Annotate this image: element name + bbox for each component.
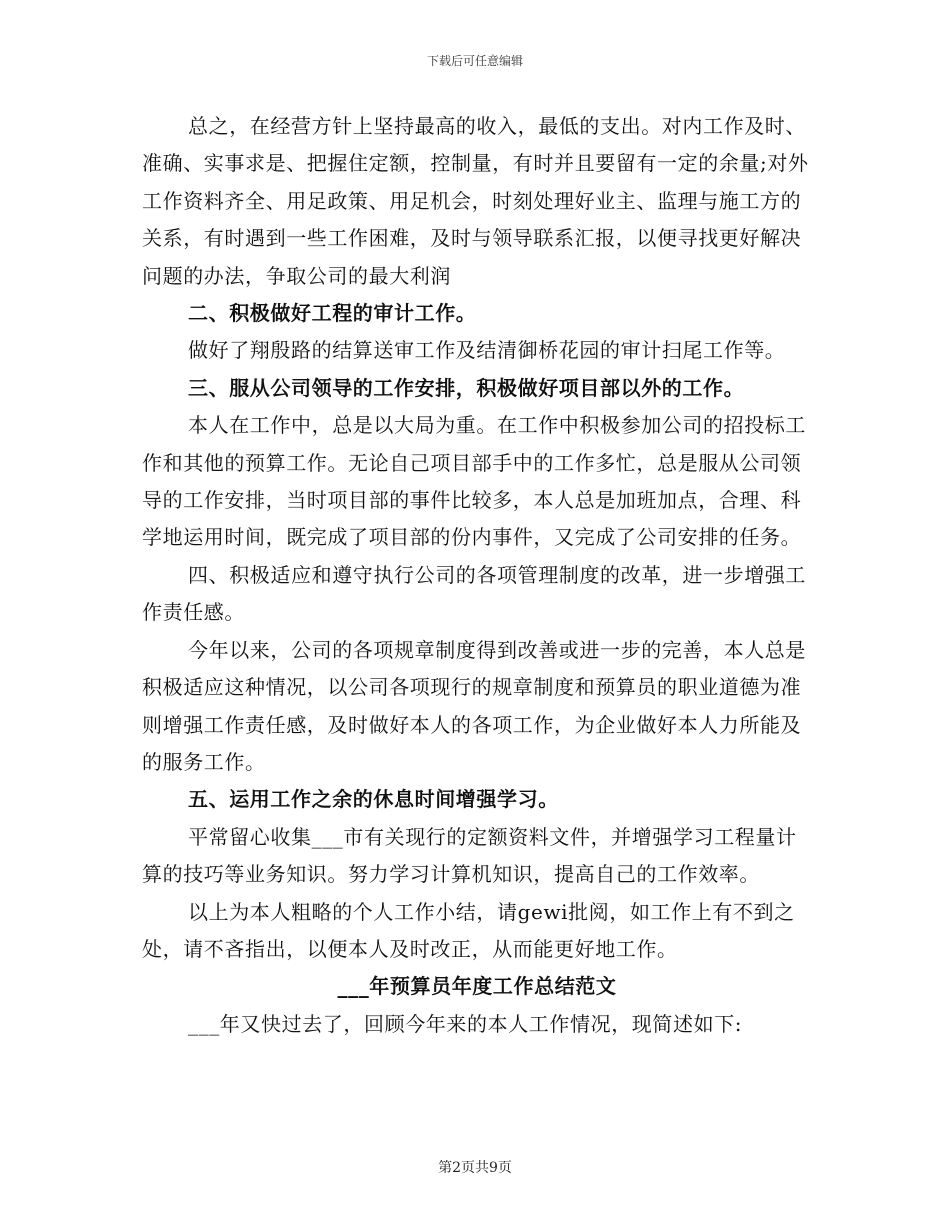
page-header: 下载后可任意编辑 — [426, 54, 523, 68]
paragraph-intro: ___年又快过去了，回顾今年来的本人工作情况，现简述如下: — [188, 1011, 743, 1036]
paragraph-summary: 总之，在经营方针上坚持最高的收入，最低的支出。对内工作及时、准确、实事求是、把握住定额，控制量，有时并且要留有一定的余量;对外工作资料齐全、用足政策、用足机会，时刻处理好业主、监理与施工方的关系，有时遇到一些工作困难，及时与领导联系汇报，以便寻找更好解决问题的办法，争取公司的最大利润 — [142, 114, 809, 288]
paragraph-leadership: 本人在工作中，总是以大局为重。在工作中积极参加公司的招投标工作和其他的预算工作。无论自己项目部手中的工作多忙，总是服从公司领导的工作安排，当时项目部的事件比较多，本人总是加班加点，合理、科学地运用时间，既完成了项目部的份内事件，又完成了公司安排的任务。 — [142, 413, 806, 550]
paragraph-study: 平常留心收集___市有关现行的定额资料文件，并增强学习工程量计算的技巧等业务知识。努力学习计算机知识，提高自己的工作效率。 — [142, 824, 797, 887]
paragraph-closing: 以上为本人粗略的个人工作小结，请gewi批阅，如工作上有不到之处，请不吝指出，以便本人及时改正，从而能更好地工作。 — [142, 899, 795, 961]
section-heading-5: 五、运用工作之余的休息时间增强学习。 — [188, 787, 559, 812]
paragraph-audit: 做好了翔殷路的结算送审工作及结清御桥花园的审计扫尾工作等。 — [188, 338, 786, 363]
paragraph-regulations: 今年以来，公司的各项规章制度得到改善或进一步的完善，本人总是积极适应这种情况，以公司各项现行的规章制度和预算员的职业道德为准则增强工作责任感，及时做好本人的各项工作，为企业做好本人力所能及的服务工作。 — [142, 637, 806, 774]
document-body — [142, 108, 812, 1043]
next-document-title: ___年预算员年度工作总结范文 — [337, 974, 617, 999]
section-heading-3: 三、服从公司领导的工作安排，积极做好项目部以外的工作。 — [188, 375, 745, 400]
section-heading-4: 四、积极适应和遵守执行公司的各项管理制度的改革，进一步增强工作责任感。 — [142, 562, 806, 625]
page-number: 第2页共9页 — [438, 1160, 512, 1176]
section-heading-2: 二、积极做好工程的审计工作。 — [188, 301, 477, 326]
